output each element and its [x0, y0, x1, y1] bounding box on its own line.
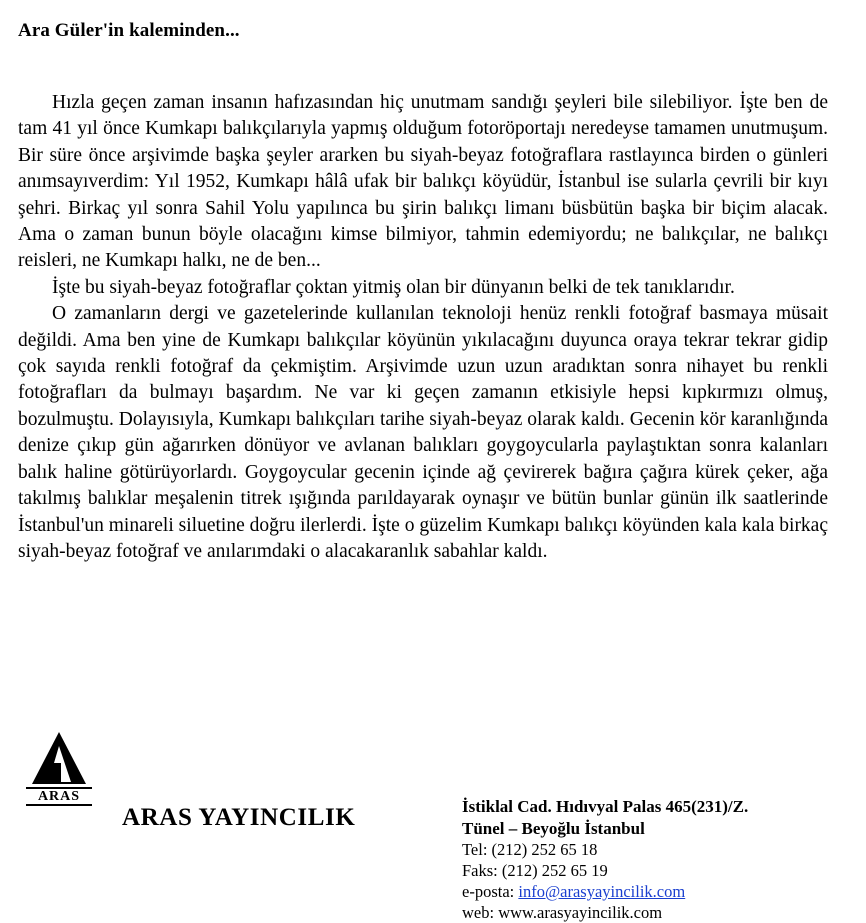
- email-link[interactable]: info@arasyayincilik.com: [518, 882, 686, 901]
- article-body: [18, 90, 828, 565]
- fax-line: Faks: (212) 252 65 19: [462, 861, 608, 880]
- email-label: e-posta:: [462, 882, 519, 901]
- body-paragraph: Hızla geçen zaman insanın hafızasından hiç unutmam sandığı şeyleri bile silebiliyor. İşte ben de tam 41 yıl önce Kumkapı balıkçılarıyla yapmış olduğum fotoröportajı neredeyse tamamen unutmuşum. Bir süre önce arşivimde başka şeyler ararken bu siyah-beyaz fotoğraflara rastlayınca birden o günleri anımsayıverdim: Yıl 1952, Kumkapı hâlâ ufak bir balıkçı köyüdür, İstanbul ise sularla çevrili bir kıyı şehri. Birkaç yıl sonra Sahil Yolu yapılınca bu şirin balıkçı limanı büsbütün başka bir biçim alacak. Ama o zaman bunun böyle olacağını kimse bilmiyor, tahmin edemiyordu; ne balıkçılar, ne balıkçı reisleri, ne Kumkapı halkı, ne de ben...: [18, 92, 828, 272]
- email-line: [462, 881, 852, 902]
- publisher-logo: [26, 730, 92, 806]
- footer: [14, 720, 852, 922]
- phone-line: Tel: (212) 252 65 18: [462, 840, 598, 859]
- address-line-2: Tünel – Beyoğlu İstanbul: [462, 818, 645, 838]
- triangle-logo-icon: [30, 730, 88, 786]
- web-line: web: www.arasyayincilik.com: [462, 903, 663, 922]
- address-line-1: İstiklal Cad. Hıdıvyal Palas 465(231)/Z.: [462, 797, 749, 816]
- publisher-name: ARAS YAYINCILIK: [122, 804, 356, 831]
- contact-details: [462, 796, 852, 923]
- body-paragraph: O zamanların dergi ve gazetelerinde kullanılan teknoloji henüz renkli fotoğraf basmaya müsait değildi. Ama ben yine de Kumkapı balıkçılar köyünün yıkılacağını duyunca oraya tekrar tekrar gidip çok sayıda renkli fotoğraf da çekmiştim. Arşivimde uzun uzun aradıktan sonra nihayet bu renkli fotoğrafları da bulmayı başardım. Ne var ki geçen zamanın etkisiyle hepsi kıpkırmızı olmuş, bozulmuştu. Dolayısıyla, Kumkapı balıkçıları tarihe siyah-beyaz olarak kaldı. Gecenin kör karanlığında denize çıkıp gün ağarırken dönüyor ve avlanan balıkları goygoycularla paylaştıktan sonra kalanları balık haline götürüyorlardı. Goygoycular gecenin içinde ağ çevirerek bağıra çağıra kürek çeker, ağa takılmış balıklar meşalenin titrek ışığında parıldayarak oynaşır ve bütün bunlar günün ilk saatlerinde İstanbul'un minareli siluetine doğru ilerlerdi. İşte o güzelim Kumkapı balıkçı köyünden kala kala birkaç siyah-beyaz fotoğraf ve anılarımdaki o alacakaranlık sabahlar kaldı.: [18, 303, 828, 562]
- page-title: Ara Güler'in kaleminden...: [18, 20, 240, 41]
- logo-wordmark: ARAS: [26, 787, 92, 806]
- body-paragraph: İşte bu siyah-beyaz fotoğraflar çoktan yitmiş olan bir dünyanın belki de tek tanıklarıdır.: [52, 276, 735, 298]
